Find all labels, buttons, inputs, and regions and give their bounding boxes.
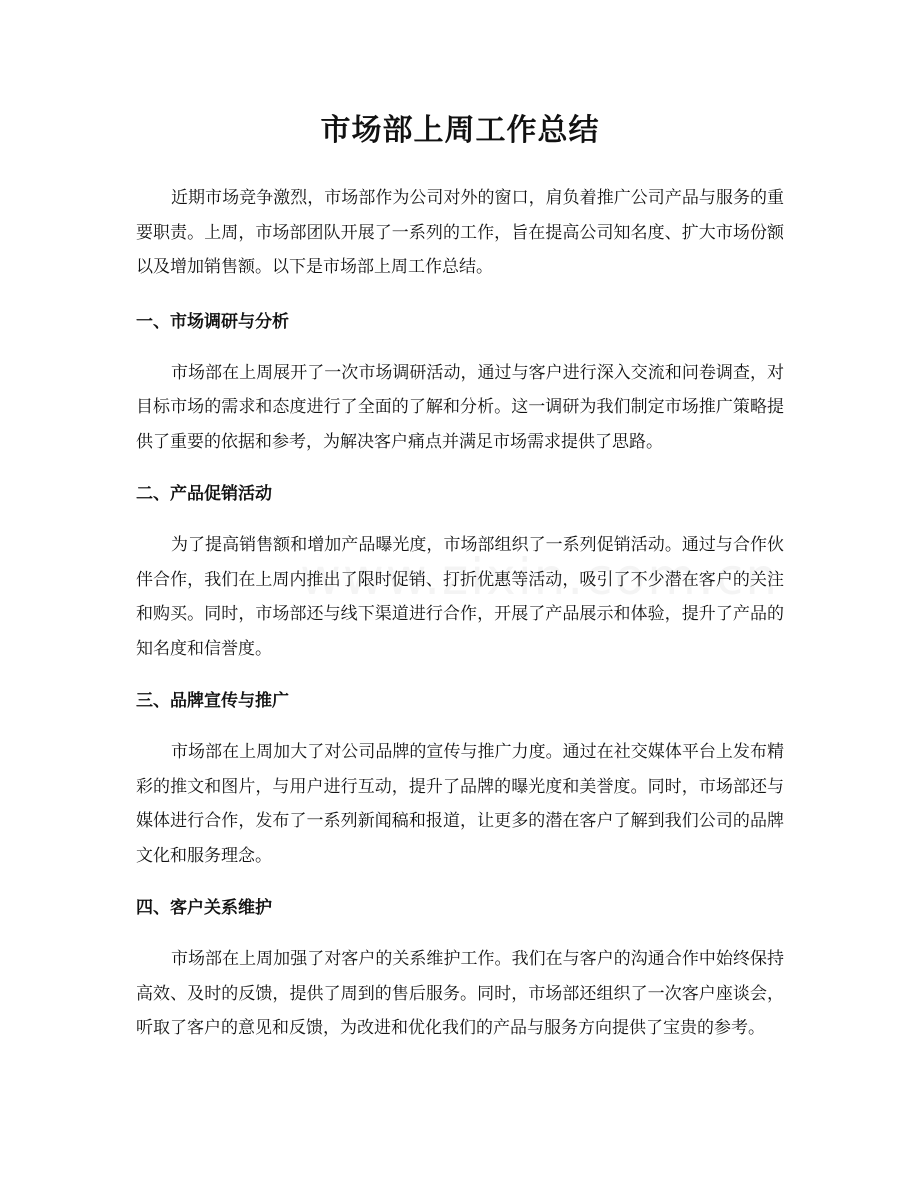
document-body [136, 181, 784, 1046]
document-title: 市场部上周工作总结 [320, 113, 600, 148]
section-heading-customer: 四、客户关系维护 [136, 898, 272, 918]
intro-paragraph: 近期市场竞争激烈，市场部作为公司对外的窗口，肩负着推广公司产品与服务的重要职责。上周，市场部团队开展了一系列的工作，旨在提高公司知名度、扩大市场份额以及增加销售额。以下是市场部上周工作总结。 [136, 188, 784, 277]
section-heading-brand: 三、品牌宣传与推广 [136, 691, 289, 711]
section-body-brand: 市场部在上周加大了对公司品牌的宣传与推广力度。通过在社交媒体平台上发布精彩的推文和图片，与用户进行互动，提升了品牌的曝光度和美誉度。同时，市场部还与媒体进行合作，发布了一系列新闻稿和报道，让更多的潜在客户了解到我们公司的品牌文化和服务理念。 [136, 742, 784, 866]
section-body-customer: 市场部在上周加强了对客户的关系维护工作。我们在与客户的沟通合作中始终保持高效、及时的反馈，提供了周到的售后服务。同时，市场部还组织了一次客户座谈会，听取了客户的意见和反馈，为改进和优化我们的产品与服务方向提供了宝贵的参考。 [136, 949, 784, 1038]
section-body-promotion: 为了提高销售额和增加产品曝光度，市场部组织了一系列促销活动。通过与合作伙伴合作，我们在上周内推出了限时促销、打折优惠等活动，吸引了不少潜在客户的关注和购买。同时，市场部还与线下渠道进行合作，开展了产品展示和体验，提升了产品的知名度和信誉度。 [136, 535, 784, 659]
section-heading-promotion: 二、产品促销活动 [136, 484, 272, 504]
section-heading-market-research: 一、市场调研与分析 [136, 311, 289, 332]
section-body-market-research: 市场部在上周展开了一次市场调研活动，通过与客户进行深入交流和问卷调查，对目标市场的需求和态度进行了全面的了解和分析。这一调研为我们制定市场推广策略提供了重要的依据和参考，为解决客户痛点并满足市场需求提供了思路。 [136, 362, 784, 452]
